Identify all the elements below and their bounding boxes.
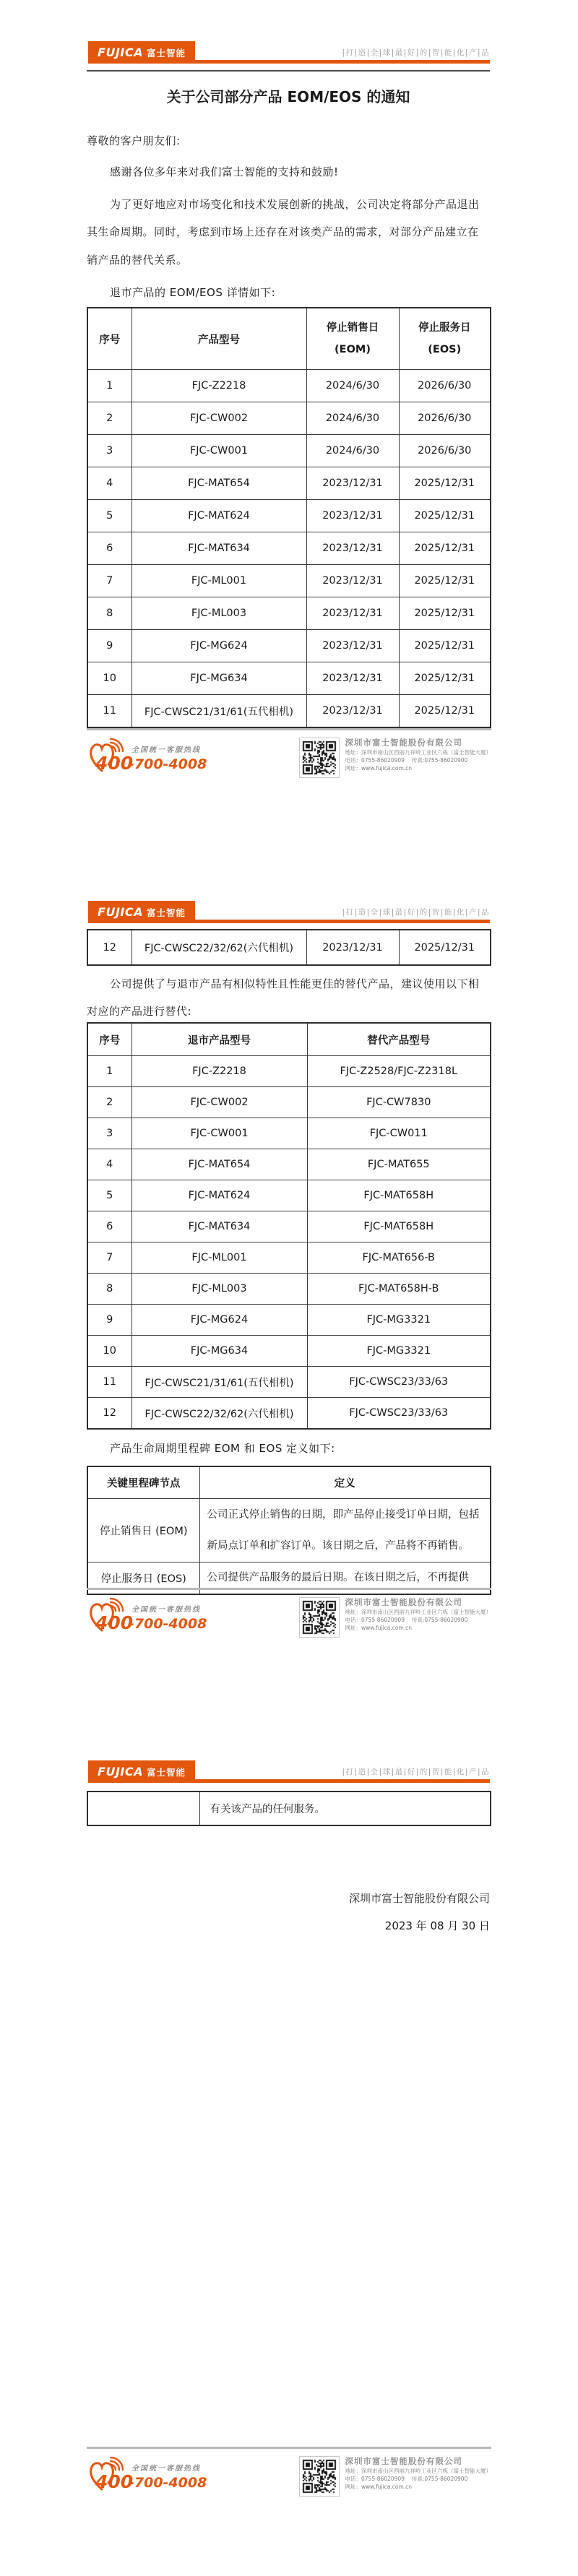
eom-table-row	[87, 500, 491, 532]
page-2-footer	[87, 1588, 491, 1638]
replacement-intro-line2: 对应的产品进行替代:	[87, 1005, 192, 1018]
cell-replacement-model: FJC-MAT658H	[307, 1180, 491, 1211]
cell-no: 6	[87, 1211, 131, 1242]
replacement-table-row	[87, 1211, 491, 1242]
eom-table-row	[87, 467, 491, 500]
cell-no: 3	[87, 435, 131, 467]
footer-company-text	[345, 2456, 492, 2491]
eom-table-row	[87, 597, 491, 630]
hotline-rest: -700-4008	[129, 1616, 207, 1632]
replacement-table-row	[87, 1398, 491, 1430]
cell-retired-model: FJC-MAT634	[131, 1211, 307, 1242]
col-header-retired: 退市产品型号	[131, 1023, 307, 1056]
fujica-logo-text-en: FUJICA	[98, 905, 143, 919]
paragraph-thanks: 感谢各位多年来对我们富士智能的支持和鼓励!	[110, 165, 339, 178]
cell-no: 10	[87, 1336, 131, 1367]
col-header-replacement: 替代产品型号	[307, 1023, 491, 1056]
hotline-heart-icon	[87, 1597, 267, 1636]
eom-table-row	[87, 532, 491, 565]
definitions-table	[87, 1466, 491, 1595]
footer-address: 地址：深圳市南山区西丽九祥岭工业区六栋（富士智能大厦）	[345, 1609, 491, 1615]
fujica-logo-text-cn: 富士智能	[146, 47, 186, 59]
col-header-eos	[399, 308, 491, 370]
cell-no: 1	[87, 1056, 131, 1087]
fujica-logo	[88, 901, 195, 923]
cell-retired-model: FJC-CWSC21/31/61(五代相机)	[131, 1367, 307, 1398]
cell-model: FJC-Z2218	[131, 370, 306, 402]
replacement-table-row	[87, 1118, 491, 1149]
col-header-eos-line2: (EOS)	[428, 344, 462, 355]
cell-no: 12	[87, 930, 131, 965]
cell-eom-date: 2023/12/31	[306, 930, 399, 965]
cell-replacement-model: FJC-CW011	[307, 1118, 491, 1149]
page-2	[0, 860, 578, 1719]
cell-model: FJC-MAT624	[131, 500, 306, 532]
col-header-no: 序号	[87, 1023, 131, 1056]
brand-slogan: |打|造|全|球|最|好|的|智|能|化|产|品	[342, 1768, 490, 1776]
footer-company-name: 深圳市富士智能股份有限公司	[345, 2456, 462, 2466]
cell-milestone-eos: 停止服务日 (EOS)	[87, 1563, 199, 1595]
cell-retired-model: FJC-CW001	[131, 1118, 307, 1149]
footer-website: 网址：www.fujica.com.cn	[345, 1625, 413, 1631]
replacement-table-row	[87, 1180, 491, 1211]
replacement-table-header-row	[87, 1023, 491, 1056]
cell-no: 2	[87, 402, 131, 435]
footer-website: 网址：www.fujica.com.cn	[345, 765, 413, 771]
cell-eom-date: 2023/12/31	[306, 695, 399, 728]
cell-replacement-model: FJC-CW7830	[307, 1087, 491, 1118]
cell-eom-date: 2024/6/30	[306, 435, 399, 467]
cell-definition-eos: 公司提供产品服务的最后日期。在该日期之后，不再提供	[199, 1563, 491, 1595]
footer-phone-fax: 电话：0755-86020909 传真:0755-86020900	[345, 1617, 468, 1623]
signature-company: 深圳市富士智能股份有限公司	[348, 1892, 490, 1905]
cell-eos-date: 2026/6/30	[399, 370, 491, 402]
cell-eom-date: 2024/6/30	[306, 402, 399, 435]
footer-company-block	[299, 738, 492, 778]
cell-no: 3	[87, 1118, 131, 1149]
col-header-definition: 定义	[199, 1466, 491, 1499]
definitions-header-row	[87, 1466, 491, 1499]
header-rule	[87, 70, 490, 72]
cell-no: 8	[87, 597, 131, 630]
hotline-400: 400	[95, 753, 134, 774]
cell-eom-date: 2023/12/31	[306, 500, 399, 532]
cell-eos-date: 2025/12/31	[399, 662, 491, 695]
cell-retired-model: FJC-MG634	[131, 1336, 307, 1367]
hotline-label: 全国统一客服热线	[131, 746, 201, 754]
cell-eom-date: 2023/12/31	[306, 630, 399, 662]
cell-eos-date: 2026/6/30	[399, 435, 491, 467]
page-1-footer	[87, 728, 491, 778]
cell-replacement-model: FJC-MG3321	[307, 1305, 491, 1336]
cell-model: FJC-MAT654	[131, 467, 306, 500]
cell-model: FJC-ML003	[131, 597, 306, 630]
eom-table-row	[87, 630, 491, 662]
cell-eos-date: 2025/12/31	[399, 565, 491, 597]
brand-header	[87, 1760, 490, 1783]
cell-replacement-model: FJC-MAT658H	[307, 1211, 491, 1242]
col-header-eom-line1: 停止销售日	[326, 322, 379, 334]
cell-eos-date: 2025/12/31	[399, 630, 491, 662]
col-header-eom	[306, 308, 399, 370]
cell-retired-model: FJC-MG624	[131, 1305, 307, 1336]
footer-website: 网址：www.fujica.com.cn	[345, 2484, 413, 2490]
salutation: 尊敬的客户朋友们:	[87, 134, 181, 147]
hotline-label: 全国统一客服热线	[131, 2465, 201, 2473]
cell-eom-date: 2023/12/31	[306, 597, 399, 630]
footer-address: 地址：深圳市南山区西丽九祥岭工业区六栋（富士智能大厦）	[345, 749, 491, 756]
page-3	[0, 1719, 578, 2576]
cell-replacement-model: FJC-MAT658H-B	[307, 1274, 491, 1305]
cell-eom-date: 2023/12/31	[306, 565, 399, 597]
eom-table-header-row	[87, 308, 491, 370]
cell-eos-date: 2025/12/31	[399, 500, 491, 532]
cell-no: 7	[87, 1242, 131, 1274]
footer-company-block	[299, 1597, 492, 1638]
definition-row-eos-continued	[87, 1791, 491, 1825]
eom-table-row	[87, 435, 491, 467]
cell-no: 1	[87, 370, 131, 402]
cell-no: 6	[87, 532, 131, 565]
footer-phone-fax: 电话：0755-86020909 传真:0755-86020900	[345, 2476, 468, 2482]
col-header-eos-line1: 停止服务日	[418, 322, 471, 334]
cell-no: 2	[87, 1087, 131, 1118]
cell-eom-date: 2023/12/31	[306, 467, 399, 500]
footer-company-name: 深圳市富士智能股份有限公司	[345, 1597, 462, 1607]
cell-no: 12	[87, 1398, 131, 1430]
notice-title: 关于公司部分产品 EOM/EOS 的通知	[166, 88, 410, 105]
page-3-header-slot	[87, 1760, 490, 1783]
brand-slogan: |打|造|全|球|最|好|的|智|能|化|产|品	[342, 908, 490, 917]
brand-header	[87, 901, 490, 923]
cell-no: 10	[87, 662, 131, 695]
cell-milestone-empty	[87, 1791, 199, 1825]
col-header-milestone: 关键里程碑节点	[87, 1466, 199, 1499]
replacement-table-row	[87, 1336, 491, 1367]
cell-model: FJC-CW002	[131, 402, 306, 435]
cell-retired-model: FJC-ML003	[131, 1274, 307, 1305]
eom-eos-table	[87, 307, 491, 728]
page-1-header-slot	[87, 41, 490, 64]
fujica-logo-text-en: FUJICA	[98, 1765, 143, 1778]
cell-milestone-eom: 停止销售日 (EOM)	[87, 1499, 199, 1563]
qr-code	[299, 2456, 340, 2497]
paragraph-body-line1: 为了更好地应对市场变化和技术发展创新的挑战，公司决定将部分产品退出	[110, 198, 480, 211]
cell-retired-model: FJC-CWSC22/32/62(六代相机)	[131, 1398, 307, 1430]
eom-table-row	[87, 695, 491, 728]
brand-header	[87, 41, 490, 64]
hotline-heart-icon	[87, 2456, 267, 2495]
footer-company-text	[345, 1597, 492, 1632]
cell-no: 9	[87, 630, 131, 662]
qr-code	[299, 1597, 340, 1638]
hotline-logo	[87, 2456, 267, 2495]
cell-replacement-model: FJC-MAT655	[307, 1149, 491, 1180]
cell-replacement-model: FJC-MG3321	[307, 1336, 491, 1367]
cell-no: 4	[87, 1149, 131, 1180]
hotline-logo	[87, 738, 267, 777]
fujica-logo-text-cn: 富士智能	[146, 1766, 186, 1778]
cell-eos-date: 2026/6/30	[399, 402, 491, 435]
cell-eos-date: 2025/12/31	[399, 930, 491, 965]
footer-phone-fax: 电话：0755-86020909 传真:0755-86020900	[345, 757, 468, 764]
cell-no: 5	[87, 500, 131, 532]
cell-model: FJC-CW001	[131, 435, 306, 467]
hotline-400: 400	[95, 2471, 134, 2492]
cell-no: 9	[87, 1305, 131, 1336]
cell-retired-model: FJC-MAT624	[131, 1180, 307, 1211]
fujica-logo-text-en: FUJICA	[98, 46, 143, 59]
hotline-rest: -700-4008	[129, 756, 207, 772]
replacement-table-row	[87, 1056, 491, 1087]
cell-eos-date: 2025/12/31	[399, 695, 491, 728]
eom-table-row-12	[87, 930, 491, 965]
cell-model: FJC-ML001	[131, 565, 306, 597]
cell-eos-date: 2025/12/31	[399, 532, 491, 565]
hotline-rest: -700-4008	[129, 2475, 207, 2491]
cell-eom-date: 2023/12/31	[306, 662, 399, 695]
cell-replacement-model: FJC-MAT656-B	[307, 1242, 491, 1274]
eom-table-row	[87, 402, 491, 435]
cell-definition-eos-continued: 有关该产品的任何服务。	[199, 1791, 491, 1825]
replacement-table-row	[87, 1274, 491, 1305]
cell-no: 7	[87, 565, 131, 597]
eom-table-intro: 退市产品的 EOM/EOS 详情如下:	[110, 286, 276, 299]
replacement-table-row	[87, 1305, 491, 1336]
eom-eos-table-continued	[87, 929, 491, 966]
col-header-model: 产品型号	[131, 308, 306, 370]
replacement-table-row	[87, 1087, 491, 1118]
footer-company-block	[299, 2456, 492, 2497]
page-1	[0, 0, 578, 860]
hotline-logo	[87, 1597, 267, 1636]
cell-definition-eom: 公司正式停止销售的日期，即产品停止接受订单日期，包括新局点订单和扩容订单。该日期之后，产品将不再销售。	[199, 1499, 491, 1563]
cell-retired-model: FJC-CW002	[131, 1087, 307, 1118]
cell-model: FJC-MG634	[131, 662, 306, 695]
cell-no: 11	[87, 1367, 131, 1398]
definitions-intro: 产品生命周期里程碑 EOM 和 EOS 定义如下:	[110, 1442, 335, 1455]
cell-retired-model: FJC-Z2218	[131, 1056, 307, 1087]
qr-code	[299, 738, 340, 778]
definitions-table-continued	[87, 1791, 491, 1826]
cell-retired-model: FJC-ML001	[131, 1242, 307, 1274]
replacement-table-row	[87, 1149, 491, 1180]
eom-table-row	[87, 370, 491, 402]
replacement-intro-line1: 公司提供了与退市产品有相似特性且性能更佳的替代产品，建议使用以下相	[110, 977, 480, 990]
footer-company-name: 深圳市富士智能股份有限公司	[345, 738, 462, 748]
cell-eos-date: 2025/12/31	[399, 467, 491, 500]
definition-row-eom	[87, 1499, 491, 1563]
cell-eos-date: 2025/12/31	[399, 597, 491, 630]
cell-eom-date: 2024/6/30	[306, 370, 399, 402]
fujica-logo	[88, 41, 195, 64]
cell-model: FJC-MG624	[131, 630, 306, 662]
cell-model: FJC-CWSC22/32/62(六代相机)	[131, 930, 306, 965]
col-header-no: 序号	[87, 308, 131, 370]
cell-no: 5	[87, 1180, 131, 1211]
paragraph-body-line2: 其生命周期。同时，考虑到市场上还存在对该类产品的需求，对部分产品建立在	[87, 225, 479, 238]
paragraph-body-line3: 销产品的替代关系。	[87, 254, 188, 267]
hotline-400: 400	[95, 1612, 134, 1633]
cell-model: FJC-CWSC21/31/61(五代相机)	[131, 695, 306, 728]
signature-date: 2023 年 08 月 30 日	[384, 1919, 490, 1932]
cell-no: 8	[87, 1274, 131, 1305]
brand-slogan: |打|造|全|球|最|好|的|智|能|化|产|品	[342, 48, 490, 57]
cell-no: 11	[87, 695, 131, 728]
eom-table-row	[87, 662, 491, 695]
cell-eom-date: 2023/12/31	[306, 532, 399, 565]
cell-replacement-model: FJC-CWSC23/33/63	[307, 1398, 491, 1430]
replacement-table-row	[87, 1367, 491, 1398]
replacement-table-row	[87, 1242, 491, 1274]
hotline-label: 全国统一客服热线	[131, 1606, 201, 1614]
cell-no: 4	[87, 467, 131, 500]
eom-table-row	[87, 565, 491, 597]
cell-retired-model: FJC-MAT654	[131, 1149, 307, 1180]
fujica-logo	[88, 1760, 195, 1783]
fujica-logo-text-cn: 富士智能	[146, 907, 186, 918]
cell-replacement-model: FJC-Z2528/FJC-Z2318L	[307, 1056, 491, 1087]
cell-replacement-model: FJC-CWSC23/33/63	[307, 1367, 491, 1398]
hotline-heart-icon	[87, 738, 267, 777]
footer-address: 地址：深圳市南山区西丽九祥岭工业区六栋（富士智能大厦）	[345, 2468, 491, 2474]
page-3-footer	[87, 2447, 491, 2497]
replacement-table	[87, 1022, 491, 1430]
footer-company-text	[345, 738, 492, 772]
page-2-header-slot	[87, 901, 490, 923]
col-header-eom-line2: (EOM)	[335, 344, 371, 355]
cell-model: FJC-MAT634	[131, 532, 306, 565]
